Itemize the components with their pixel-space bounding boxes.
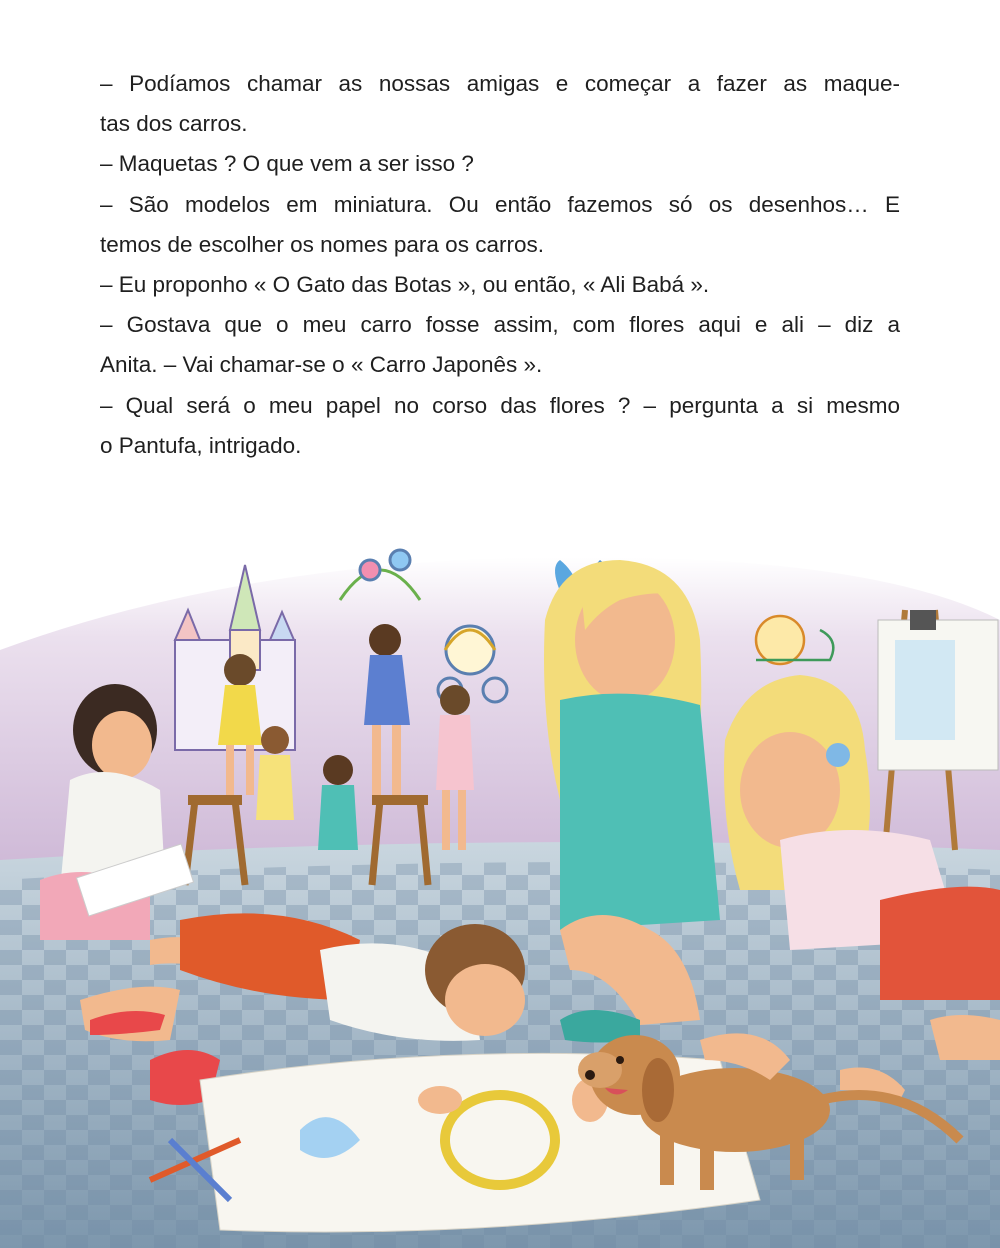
story-line: temos de escolher os nomes para os carros. — [100, 231, 544, 257]
story-line: Anita. – Vai chamar-se o « Carro Japonês ». — [100, 352, 543, 378]
illustration-svg — [0, 500, 1000, 1248]
child-teal-shirt — [318, 755, 358, 850]
story-line: – São modelos em miniatura. Ou então fazemos só os desenhos… E — [100, 191, 900, 217]
story-text — [100, 64, 900, 466]
child-yellow-small — [256, 726, 294, 820]
story-line: – Gostava que o meu carro fosse assim, com flores aqui e ali – diz a — [100, 312, 900, 338]
story-line: – Eu proponho « O Gato das Botas », ou então, « Ali Babá ». — [100, 271, 710, 297]
story-line: – Maquetas ? O que vem a ser isso ? — [100, 151, 474, 177]
story-line: – Podíamos chamar as nossas amigas e começar a fazer as maque- — [100, 71, 900, 96]
children-drawing-illustration — [0, 500, 1000, 1248]
story-line: – Qual será o meu papel no corso das flores ? – pergunta a si mesmo — [100, 392, 900, 418]
story-line: o Pantufa, intrigado. — [100, 432, 302, 458]
story-line: tas dos carros. — [100, 111, 248, 137]
